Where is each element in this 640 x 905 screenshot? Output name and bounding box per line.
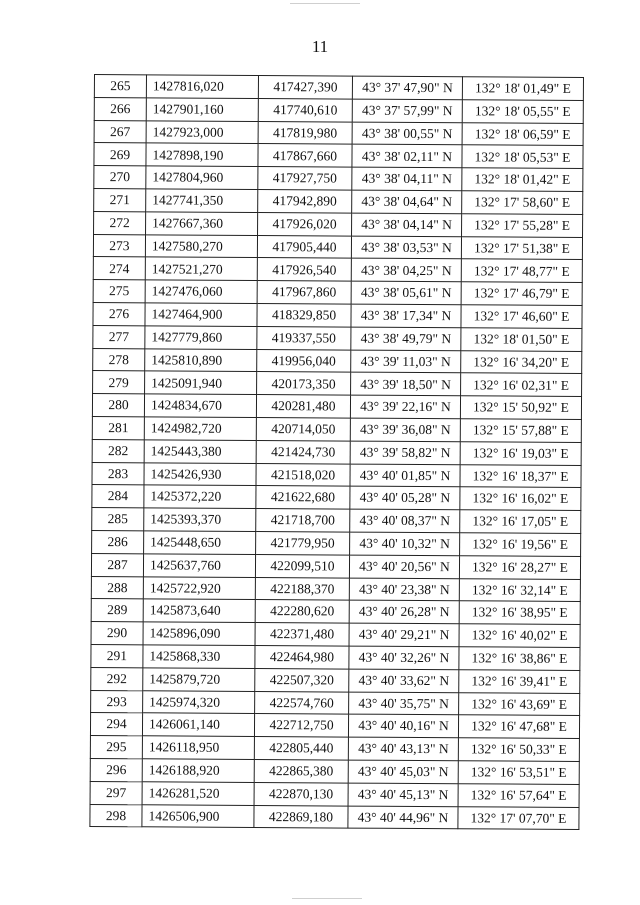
point-number-cell: 281 (92, 416, 144, 439)
x-coordinate-cell: 1426188,920 (142, 759, 254, 782)
table-row (90, 758, 579, 784)
point-number-cell: 285 (92, 508, 144, 531)
latitude-cell: 43° 38' 17,34" N (351, 304, 461, 327)
y-coordinate-cell: 422371,480 (255, 623, 349, 646)
y-coordinate-cell: 419337,550 (257, 326, 351, 349)
latitude-cell: 43° 40' 29,21" N (349, 623, 459, 646)
table-row (93, 280, 582, 306)
table-row (94, 211, 583, 237)
point-number-cell: 267 (94, 120, 146, 143)
latitude-cell: 43° 40' 33,62" N (349, 669, 459, 692)
x-coordinate-cell: 1424834,670 (144, 394, 256, 417)
y-coordinate-cell: 422865,380 (254, 759, 348, 782)
x-coordinate-cell: 1425879,720 (143, 668, 255, 691)
point-number-cell: 271 (94, 188, 146, 211)
y-coordinate-cell: 422280,620 (255, 600, 349, 623)
point-number-cell: 284 (92, 485, 144, 508)
point-number-cell: 295 (90, 736, 142, 759)
latitude-cell: 43° 40' 20,56" N (349, 555, 459, 578)
y-coordinate-cell: 420281,480 (256, 395, 350, 418)
point-number-cell: 266 (94, 97, 146, 120)
latitude-cell: 43° 38' 05,61" N (351, 281, 461, 304)
point-number-cell: 298 (90, 804, 142, 827)
point-number-cell: 293 (91, 690, 143, 713)
longitude-cell: 132° 16' 18,37" E (460, 464, 581, 488)
table-row (93, 348, 582, 374)
longitude-cell: 132° 16' 47,68" E (458, 715, 579, 739)
latitude-cell: 43° 38' 04,64" N (352, 190, 462, 213)
table-row (90, 781, 579, 807)
y-coordinate-cell: 417819,980 (258, 121, 352, 144)
latitude-cell: 43° 40' 40,16" N (348, 714, 458, 737)
latitude-cell: 43° 38' 04,11" N (352, 167, 462, 190)
y-coordinate-cell: 422464,980 (255, 645, 349, 668)
table-row (94, 120, 583, 146)
table-row (91, 644, 580, 670)
x-coordinate-cell: 1426281,520 (142, 782, 254, 805)
point-number-cell: 275 (93, 280, 145, 303)
table-row (91, 599, 580, 625)
x-coordinate-cell: 1425448,650 (144, 531, 256, 554)
latitude-cell: 43° 38' 03,53" N (351, 236, 461, 259)
x-coordinate-cell: 1425974,320 (143, 690, 255, 713)
longitude-cell: 132° 17' 48,77" E (461, 259, 582, 283)
longitude-cell: 132° 17' 46,60" E (461, 305, 582, 329)
x-coordinate-cell: 1427901,160 (146, 98, 258, 121)
latitude-cell: 43° 40' 43,13" N (348, 737, 458, 760)
point-number-cell: 289 (91, 599, 143, 622)
latitude-cell: 43° 38' 00,55" N (352, 122, 462, 145)
point-number-cell: 287 (91, 553, 143, 576)
point-number-cell: 272 (94, 211, 146, 234)
point-number-cell: 283 (92, 462, 144, 485)
x-coordinate-cell: 1427476,060 (145, 280, 257, 303)
longitude-cell: 132° 17' 07,70" E (458, 806, 579, 830)
latitude-cell: 43° 40' 10,32" N (350, 532, 460, 555)
x-coordinate-cell: 1425443,380 (144, 440, 256, 463)
y-coordinate-cell: 421424,730 (256, 440, 350, 463)
longitude-cell: 132° 16' 57,64" E (458, 783, 579, 807)
longitude-cell: 132° 16' 02,31" E (461, 373, 582, 397)
y-coordinate-cell: 420714,050 (256, 417, 350, 440)
y-coordinate-cell: 420173,350 (257, 372, 351, 395)
table-row (93, 234, 582, 260)
longitude-cell: 132° 17' 46,79" E (461, 282, 582, 306)
page-number: 11 (311, 37, 329, 56)
point-number-cell: 278 (93, 348, 145, 371)
x-coordinate-cell: 1426118,950 (142, 736, 254, 759)
bottom-edge-rule (292, 898, 362, 899)
table-row (90, 736, 579, 762)
longitude-cell: 132° 15' 50,92" E (460, 396, 581, 420)
latitude-cell: 43° 40' 45,13" N (348, 783, 458, 806)
point-number-cell: 274 (93, 257, 145, 280)
table-row (94, 143, 583, 169)
point-number-cell: 279 (93, 371, 145, 394)
table-row (91, 576, 580, 602)
longitude-cell: 132° 17' 58,60" E (462, 191, 583, 215)
x-coordinate-cell: 1427741,350 (146, 189, 258, 212)
longitude-cell: 132° 16' 38,95" E (459, 601, 580, 625)
longitude-cell: 132° 18' 05,53" E (462, 145, 583, 169)
point-number-cell: 294 (90, 713, 142, 736)
longitude-cell: 132° 16' 38,86" E (459, 647, 580, 671)
point-number-cell: 273 (93, 234, 145, 257)
point-number-cell: 277 (93, 325, 145, 348)
longitude-cell: 132° 16' 34,20" E (461, 350, 582, 374)
latitude-cell: 43° 40' 26,28" N (349, 600, 459, 623)
longitude-cell: 132° 18' 01,49" E (462, 77, 583, 101)
point-number-cell: 270 (94, 166, 146, 189)
top-edge-rule (290, 3, 360, 4)
y-coordinate-cell: 422870,130 (254, 782, 348, 805)
latitude-cell: 43° 39' 22,16" N (350, 395, 460, 418)
point-number-cell: 290 (91, 622, 143, 645)
latitude-cell: 43° 39' 18,50" N (351, 372, 461, 395)
table-row (93, 302, 582, 328)
longitude-cell: 132° 16' 19,56" E (460, 533, 581, 557)
longitude-cell: 132° 16' 19,03" E (460, 441, 581, 465)
latitude-cell: 43° 37' 57,99" N (352, 99, 462, 122)
longitude-cell: 132° 16' 17,05" E (460, 510, 581, 534)
x-coordinate-cell: 1425873,640 (143, 599, 255, 622)
point-number-cell: 297 (90, 781, 142, 804)
longitude-cell: 132° 16' 32,14" E (459, 578, 580, 602)
table-row (92, 508, 581, 534)
table-row (92, 394, 581, 420)
x-coordinate-cell: 1427923,000 (146, 120, 258, 143)
longitude-cell: 132° 18' 01,42" E (462, 168, 583, 192)
table-row (91, 667, 580, 693)
x-coordinate-cell: 1425372,220 (144, 485, 256, 508)
table-row (92, 485, 581, 511)
y-coordinate-cell: 422712,750 (254, 714, 348, 737)
y-coordinate-cell: 417926,540 (257, 258, 351, 281)
x-coordinate-cell: 1425810,890 (145, 348, 257, 371)
table-row (92, 530, 581, 556)
table-row (93, 257, 582, 283)
table-row (91, 622, 580, 648)
x-coordinate-cell: 1427521,270 (145, 257, 257, 280)
y-coordinate-cell: 419956,040 (257, 349, 351, 372)
x-coordinate-cell: 1427898,190 (146, 143, 258, 166)
y-coordinate-cell: 422869,180 (254, 805, 348, 828)
table-row (90, 804, 579, 830)
y-coordinate-cell: 417927,750 (258, 167, 352, 190)
table-row (90, 713, 579, 739)
table-row (92, 416, 581, 442)
table-row (92, 439, 581, 465)
x-coordinate-cell: 1427464,900 (145, 303, 257, 326)
y-coordinate-cell: 417427,390 (258, 76, 352, 99)
table-row (94, 75, 583, 101)
y-coordinate-cell: 421622,680 (256, 486, 350, 509)
latitude-cell: 43° 40' 35,75" N (349, 692, 459, 715)
y-coordinate-cell: 421518,020 (256, 463, 350, 486)
point-number-cell: 282 (92, 439, 144, 462)
y-coordinate-cell: 417926,020 (258, 212, 352, 235)
longitude-cell: 132° 16' 39,41" E (459, 669, 580, 693)
x-coordinate-cell: 1427804,960 (146, 166, 258, 189)
latitude-cell: 43° 40' 01,85" N (350, 464, 460, 487)
latitude-cell: 43° 38' 02,11" N (352, 144, 462, 167)
table-row (94, 188, 583, 214)
y-coordinate-cell: 421779,950 (256, 531, 350, 554)
y-coordinate-cell: 422805,440 (254, 737, 348, 760)
longitude-cell: 132° 18' 01,50" E (461, 328, 582, 352)
point-number-cell: 288 (91, 576, 143, 599)
table-row (94, 166, 583, 192)
x-coordinate-cell: 1424982,720 (144, 417, 256, 440)
table-row (92, 462, 581, 488)
longitude-cell: 132° 17' 55,28" E (462, 214, 583, 238)
y-coordinate-cell: 418329,850 (257, 303, 351, 326)
longitude-cell: 132° 15' 57,88" E (460, 419, 581, 443)
x-coordinate-cell: 1426061,140 (142, 713, 254, 736)
point-number-cell: 296 (90, 758, 142, 781)
table-row (91, 690, 580, 716)
longitude-cell: 132° 16' 53,51" E (458, 761, 579, 785)
longitude-cell: 132° 17' 51,38" E (461, 236, 582, 260)
coordinates-table-body (90, 75, 584, 830)
point-number-cell: 280 (92, 394, 144, 417)
y-coordinate-cell: 422507,320 (255, 668, 349, 691)
latitude-cell: 43° 37' 47,90" N (352, 76, 462, 99)
x-coordinate-cell: 1426506,900 (142, 804, 254, 827)
latitude-cell: 43° 40' 08,37" N (350, 509, 460, 532)
latitude-cell: 43° 38' 04,14" N (352, 213, 462, 236)
table-row (94, 97, 583, 123)
latitude-cell: 43° 40' 05,28" N (350, 486, 460, 509)
latitude-cell: 43° 40' 44,96" N (348, 806, 458, 829)
latitude-cell: 43° 40' 23,38" N (349, 578, 459, 601)
x-coordinate-cell: 1425091,940 (145, 371, 257, 394)
x-coordinate-cell: 1425393,370 (144, 508, 256, 531)
x-coordinate-cell: 1427779,860 (145, 326, 257, 349)
latitude-cell: 43° 39' 36,08" N (350, 418, 460, 441)
longitude-cell: 132° 16' 50,33" E (458, 738, 579, 762)
y-coordinate-cell: 422188,370 (255, 577, 349, 600)
coordinates-table (89, 74, 584, 830)
longitude-cell: 132° 18' 05,55" E (462, 100, 583, 124)
x-coordinate-cell: 1425637,760 (143, 554, 255, 577)
longitude-cell: 132° 16' 16,02" E (460, 487, 581, 511)
x-coordinate-cell: 1425896,090 (143, 622, 255, 645)
y-coordinate-cell: 417740,610 (258, 98, 352, 121)
latitude-cell: 43° 38' 04,25" N (351, 258, 461, 281)
y-coordinate-cell: 422099,510 (255, 554, 349, 577)
longitude-cell: 132° 16' 40,02" E (459, 624, 580, 648)
point-number-cell: 265 (94, 75, 146, 98)
x-coordinate-cell: 1425722,920 (143, 576, 255, 599)
point-number-cell: 269 (94, 143, 146, 166)
table-row (91, 553, 580, 579)
longitude-cell: 132° 18' 06,59" E (462, 122, 583, 146)
latitude-cell: 43° 40' 32,26" N (349, 646, 459, 669)
y-coordinate-cell: 417867,660 (258, 144, 352, 167)
y-coordinate-cell: 422574,760 (255, 691, 349, 714)
point-number-cell: 292 (91, 667, 143, 690)
point-number-cell: 286 (92, 530, 144, 553)
point-number-cell: 276 (93, 302, 145, 325)
y-coordinate-cell: 417942,890 (258, 189, 352, 212)
x-coordinate-cell: 1427667,360 (146, 212, 258, 235)
latitude-cell: 43° 38' 49,79" N (351, 327, 461, 350)
point-number-cell: 291 (91, 644, 143, 667)
latitude-cell: 43° 39' 58,82" N (350, 441, 460, 464)
latitude-cell: 43° 39' 11,03" N (351, 350, 461, 373)
y-coordinate-cell: 421718,700 (256, 509, 350, 532)
y-coordinate-cell: 417967,860 (257, 281, 351, 304)
x-coordinate-cell: 1427816,020 (146, 75, 258, 98)
table-row (93, 325, 582, 351)
table-row (93, 371, 582, 397)
longitude-cell: 132° 16' 43,69" E (459, 692, 580, 716)
x-coordinate-cell: 1425868,330 (143, 645, 255, 668)
x-coordinate-cell: 1425426,930 (144, 462, 256, 485)
y-coordinate-cell: 417905,440 (257, 235, 351, 258)
x-coordinate-cell: 1427580,270 (145, 234, 257, 257)
longitude-cell: 132° 16' 28,27" E (459, 555, 580, 579)
latitude-cell: 43° 40' 45,03" N (348, 760, 458, 783)
